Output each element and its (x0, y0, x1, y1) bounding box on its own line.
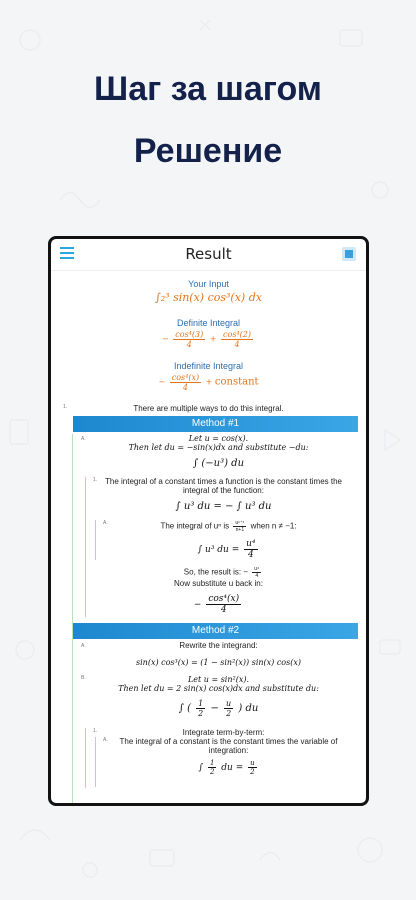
definite-integral-expr (59, 330, 358, 349)
method2-step1a-num: A. (103, 737, 108, 743)
method1-result-pre: So, the result is: − (183, 567, 249, 577)
method2-last-frac2-den: 2 (250, 768, 255, 776)
definite-term1-num: cos⁴(3) (175, 330, 204, 339)
method2-integral (79, 699, 358, 718)
method2-guide-line (72, 641, 73, 806)
device-frame (48, 236, 369, 806)
definite-minus: − (162, 334, 169, 344)
method2-integral-den2: 2 (226, 709, 232, 718)
indefinite-integral-label: Indefinite Integral (173, 361, 244, 371)
result-content (51, 279, 366, 776)
method1-step1a-guide-line (95, 520, 96, 560)
method2-last-expr (99, 759, 358, 776)
method1-header[interactable]: Method #1 (73, 416, 358, 432)
method2-step1-num: 1. (93, 728, 98, 734)
method2-integral-pre: ∫ ( (178, 703, 191, 714)
method1-let: Let u = cos(x). (188, 434, 249, 443)
method1-guide-line (72, 434, 73, 654)
definite-integral-label: Definite Integral (176, 318, 241, 328)
method2-substep-b-num: B. (81, 675, 86, 681)
app-bar-title: Result (185, 245, 232, 263)
method1-step1a-expr (99, 539, 358, 560)
method1-step1a-text (99, 520, 358, 533)
method2-let: Let u = sin²(x). (187, 675, 250, 684)
method2-substep-a-num: A. (81, 643, 86, 649)
definite-term2-den: 4 (234, 340, 240, 349)
method1-final-num: cos⁴(x) (208, 594, 240, 604)
method1-step1a-frac-num: uⁿ⁺¹ (235, 520, 245, 526)
method1-final-den: 4 (220, 605, 227, 615)
method1-step1a-text-post: when n ≠ −1: (250, 521, 297, 531)
indefinite-minus: − (158, 377, 166, 387)
indefinite-constant: constant (214, 376, 259, 388)
method2-integral-mid: − (210, 703, 219, 714)
method2-step1-guide-line (85, 728, 86, 788)
method1-step1-num: 1. (93, 477, 98, 483)
method1-step1a-expr-den: 4 (247, 550, 254, 560)
hero-title-line2: Решение (133, 132, 283, 170)
method1-step1a-expr-left: ∫ u³ du = (197, 545, 240, 555)
definite-term2-num: cos⁴(2) (223, 330, 251, 339)
method2-header[interactable]: Method #2 (73, 623, 358, 639)
method1-step1-text: The integral of a constant times a function is the constant times the integral of the function: (104, 477, 342, 495)
indefinite-den: 4 (182, 383, 188, 392)
method1-result-num: u⁴ (254, 566, 260, 572)
method2-last-frac2-num: u (250, 759, 255, 767)
method2-integral-num2: u (226, 699, 232, 708)
method1-step1a-expr-num: u⁴ (246, 539, 256, 549)
method1-final-minus: − (193, 600, 202, 610)
method1-result-den: 4 (255, 573, 259, 579)
hero-title-line1: Шаг за шагом (94, 70, 322, 108)
method2-rewrite: Rewrite the integrand: (179, 641, 258, 650)
your-input-expr: ∫₂³ sin(x) cos³(x) dx (155, 291, 262, 304)
method2-last-frac-num: 1 (209, 759, 215, 767)
method1-then: Then let du = −sin(x)dx and substitute −du: (128, 443, 309, 452)
method1-step1a-num: A. (103, 520, 108, 526)
method2-integral-post: ) du (238, 703, 259, 714)
indefinite-integral-expr (59, 373, 358, 392)
method1-step1a-frac-den: n+1 (235, 527, 245, 533)
method1-substitute-back: Now substitute u back in: (174, 579, 263, 588)
step-text: There are multiple ways to do this integral. (133, 404, 284, 413)
step-number: 1. (63, 404, 68, 410)
your-input-label: Your Input (188, 279, 229, 289)
method2-term-by-term: Integrate term-by-term: (182, 728, 265, 737)
method2-last-frac-den: 2 (209, 768, 215, 776)
method2-integral-num1: 1 (198, 699, 204, 708)
method2-const-text: The integral of a constant is the constant times the variable of integration: (119, 737, 338, 755)
method2-rewrite-expr: sin(x) cos³(x) = (1 − sin²(x)) sin(x) cos(x) (136, 658, 301, 667)
definite-term1-den: 4 (186, 340, 192, 349)
method1-step1-expr: ∫ u³ du = − ∫ u³ du (175, 501, 272, 512)
method1-substep-a-num: A. (81, 436, 86, 442)
method1-result (89, 566, 358, 579)
indefinite-plus: + (205, 377, 213, 387)
method1-step1a-text-pre: The integral of uⁿ is (160, 521, 230, 531)
method1-final (79, 594, 358, 615)
save-icon[interactable] (342, 247, 356, 261)
method2-then: Then let du = 2 sin(x) cos(x)dx and substitute du: (118, 684, 319, 693)
definite-plus: + (209, 334, 217, 344)
method2-last-expr-mid: du = (221, 763, 244, 773)
method2-last-expr-left: ∫ (198, 763, 204, 773)
method1-integral: ∫ (−u³) du (192, 458, 245, 469)
method1-step1-guide-line (85, 477, 86, 617)
method2-integral-den1: 2 (198, 709, 204, 718)
indefinite-num: cos⁴(x) (171, 373, 200, 382)
app-bar (51, 239, 366, 271)
method2-step1a-guide-line (95, 737, 96, 787)
